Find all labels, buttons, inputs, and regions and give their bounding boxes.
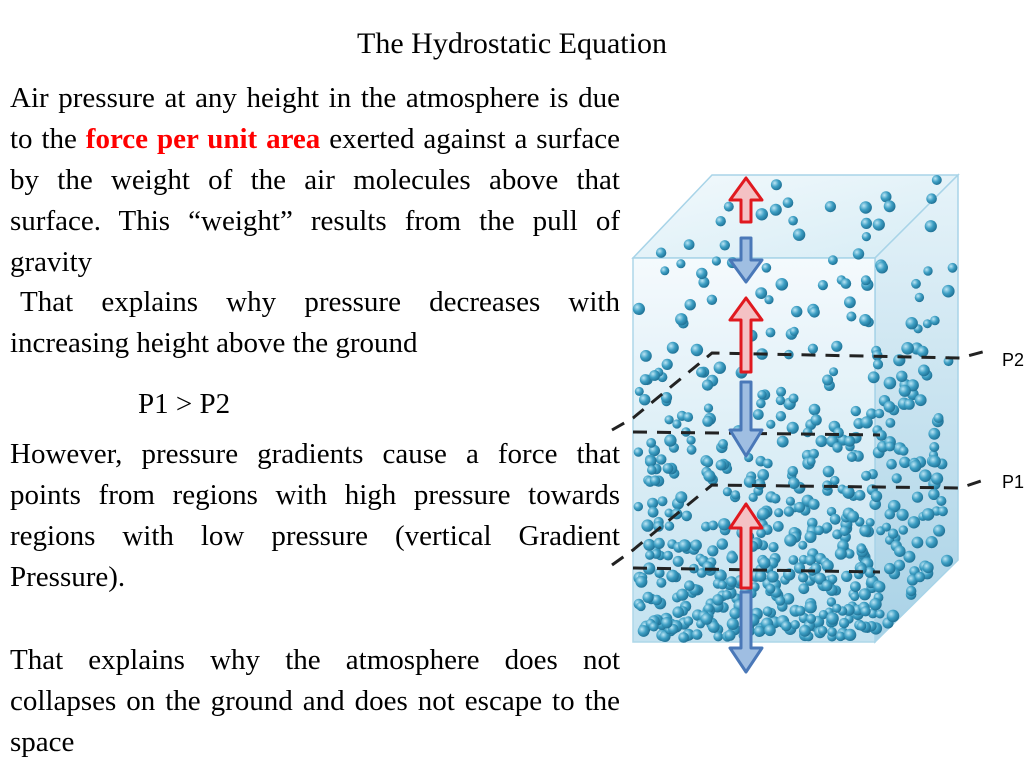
molecule <box>809 404 821 416</box>
molecule <box>818 280 828 290</box>
molecule <box>887 610 900 623</box>
molecule <box>923 266 932 275</box>
molecule <box>860 201 872 213</box>
molecule <box>793 229 805 241</box>
molecule <box>908 516 920 528</box>
molecule <box>912 537 924 549</box>
molecule <box>871 491 882 502</box>
molecule <box>635 576 647 588</box>
molecule <box>656 454 666 464</box>
molecule <box>901 342 914 355</box>
molecule <box>731 490 740 499</box>
molecule <box>925 220 937 232</box>
molecule <box>829 367 838 376</box>
molecule <box>906 586 916 596</box>
molecule <box>722 590 732 600</box>
molecule <box>869 598 881 610</box>
molecule <box>899 446 909 456</box>
molecule <box>776 396 785 405</box>
molecule <box>861 471 871 481</box>
molecule <box>771 179 782 190</box>
molecule <box>658 496 668 506</box>
molecule <box>938 506 948 516</box>
molecule <box>892 473 902 483</box>
molecule <box>656 578 666 588</box>
molecule <box>755 570 767 582</box>
molecule <box>704 404 713 413</box>
molecule <box>639 394 650 405</box>
p1-text-before: Air pressure at any height in the atmosphere is due to the <box>10 82 620 155</box>
molecule <box>647 465 657 475</box>
molecule <box>809 307 820 318</box>
molecule <box>886 459 897 470</box>
molecule <box>830 514 841 525</box>
molecule <box>844 629 856 641</box>
molecule <box>773 521 784 532</box>
molecule <box>933 525 945 537</box>
molecule <box>884 563 895 574</box>
molecule <box>859 314 871 326</box>
molecule <box>766 328 776 338</box>
p1-text-after: exerted against a surface by the weight of the air molecules above that surface. This “weight” results from the pull of gravity <box>10 123 620 278</box>
molecule <box>675 491 687 503</box>
molecule <box>805 531 817 543</box>
molecule <box>708 521 718 531</box>
molecule <box>648 507 659 518</box>
molecule <box>818 626 827 635</box>
molecule <box>923 562 934 573</box>
molecule <box>673 556 684 567</box>
molecule <box>861 416 873 428</box>
molecule <box>663 463 674 474</box>
molecule <box>756 208 768 220</box>
molecule <box>676 589 688 601</box>
molecule <box>678 632 689 643</box>
molecule <box>844 296 856 308</box>
molecule <box>702 561 713 572</box>
molecule <box>808 344 818 354</box>
molecule <box>787 422 799 434</box>
molecule <box>930 316 940 326</box>
molecule <box>650 475 660 485</box>
molecule <box>729 608 741 620</box>
molecule <box>885 442 895 452</box>
molecule <box>894 545 906 557</box>
molecule <box>781 621 792 632</box>
molecule <box>661 617 672 628</box>
molecule <box>703 470 715 482</box>
paragraph-pressure-gradient: However, pressure gradients cause a force that points from regions with high pressure towards regions with low pressure (vertical Gradient Pressure). <box>10 438 620 593</box>
molecule <box>926 536 938 548</box>
molecule <box>707 295 717 305</box>
molecule <box>749 493 758 502</box>
molecule <box>707 545 718 556</box>
molecule <box>712 594 723 605</box>
molecule <box>654 538 665 549</box>
molecule <box>649 622 658 631</box>
molecule <box>884 377 897 390</box>
molecule <box>942 285 955 298</box>
molecule <box>915 293 924 302</box>
molecule <box>776 411 786 421</box>
molecule <box>640 350 652 362</box>
molecule <box>859 588 871 600</box>
molecule <box>764 295 773 304</box>
molecule <box>803 427 813 437</box>
molecule <box>640 374 651 385</box>
molecule <box>850 592 859 601</box>
molecule <box>873 219 885 231</box>
molecule <box>766 420 775 429</box>
molecule <box>831 341 842 352</box>
molecule <box>788 216 798 226</box>
molecule <box>786 497 795 506</box>
molecule <box>726 576 737 587</box>
molecule <box>660 266 669 275</box>
molecule <box>684 616 694 626</box>
molecule <box>684 239 695 250</box>
molecule <box>675 313 687 325</box>
molecule <box>727 618 739 630</box>
molecule <box>918 365 930 377</box>
molecule <box>774 508 783 517</box>
molecule <box>928 428 940 440</box>
molecule <box>702 380 713 391</box>
molecule <box>633 303 645 315</box>
molecule <box>703 457 714 468</box>
molecule <box>696 268 707 279</box>
molecule <box>909 460 921 472</box>
molecule <box>911 279 921 289</box>
molecule <box>811 414 822 425</box>
molecule <box>776 387 786 397</box>
molecule <box>876 262 888 274</box>
molecule <box>884 200 896 212</box>
molecule <box>841 278 852 289</box>
molecule <box>690 540 702 552</box>
molecule <box>808 499 819 510</box>
molecule <box>861 275 871 285</box>
page-title: The Hydrostatic Equation <box>357 27 667 60</box>
molecule <box>874 581 886 593</box>
molecule <box>770 204 782 216</box>
molecule <box>664 434 676 446</box>
molecule <box>725 630 736 641</box>
molecule <box>777 436 789 448</box>
molecule <box>763 459 773 469</box>
molecule <box>634 447 643 456</box>
molecule <box>685 299 696 310</box>
molecule <box>855 490 866 501</box>
molecule <box>886 418 896 428</box>
label-p1: P1 <box>1002 472 1024 492</box>
molecule <box>861 606 871 616</box>
molecule <box>885 509 896 520</box>
molecule <box>762 263 772 273</box>
molecule <box>718 581 727 590</box>
molecule <box>665 415 674 424</box>
molecule <box>667 342 679 354</box>
molecule <box>897 509 909 521</box>
molecule <box>822 580 833 591</box>
molecule <box>795 606 805 616</box>
molecule <box>828 255 838 265</box>
molecule <box>771 494 781 504</box>
molecule <box>899 385 911 397</box>
molecule <box>876 610 885 619</box>
molecule <box>684 580 695 591</box>
molecule <box>873 359 883 369</box>
molecule <box>859 525 871 537</box>
molecule <box>904 399 915 410</box>
molecule <box>929 455 941 467</box>
molecule <box>906 317 918 329</box>
molecule <box>757 390 766 399</box>
molecule <box>784 534 797 547</box>
molecule <box>835 548 847 560</box>
molecule <box>846 312 856 322</box>
molecule <box>851 406 861 416</box>
molecule <box>634 502 643 511</box>
molecule <box>839 526 849 536</box>
molecule <box>756 528 766 538</box>
molecule <box>783 197 794 208</box>
molecule <box>857 621 866 630</box>
molecule <box>757 508 769 520</box>
paragraph-atmosphere-balance: That explains why the atmosphere does not collapses on the ground and does not escape to the space <box>10 644 620 758</box>
molecule <box>713 632 723 642</box>
molecule <box>645 551 654 560</box>
molecule <box>641 519 653 531</box>
molecule <box>850 581 861 592</box>
molecule <box>636 602 645 611</box>
molecule <box>683 412 693 422</box>
molecule <box>702 416 713 427</box>
molecule <box>767 571 779 583</box>
molecule <box>716 216 726 226</box>
molecule <box>696 367 707 378</box>
molecule <box>692 629 703 640</box>
molecule <box>806 614 816 624</box>
molecule <box>788 466 799 477</box>
label-p2: P2 <box>1002 350 1024 370</box>
molecule <box>853 248 864 259</box>
molecule <box>724 202 734 212</box>
molecule <box>726 552 738 564</box>
molecule <box>836 632 846 642</box>
molecule <box>714 362 726 374</box>
molecule <box>825 201 836 212</box>
molecule <box>794 502 805 513</box>
molecule <box>934 413 944 423</box>
molecule <box>790 327 799 336</box>
molecule <box>816 435 828 447</box>
molecule <box>926 193 937 204</box>
molecule <box>712 256 721 265</box>
molecule <box>931 473 943 485</box>
molecule <box>763 606 773 616</box>
molecule <box>857 545 866 554</box>
molecule <box>687 436 696 445</box>
molecule <box>922 508 935 521</box>
molecule <box>807 457 816 466</box>
molecule <box>718 439 728 449</box>
molecule <box>822 375 833 386</box>
paragraph-air-pressure <box>10 78 620 283</box>
molecule <box>823 466 835 478</box>
molecule <box>862 232 871 241</box>
molecule <box>915 394 927 406</box>
molecule <box>847 511 859 523</box>
molecule <box>665 521 675 531</box>
molecule <box>799 625 811 637</box>
molecule <box>899 525 908 534</box>
equation-p1-gt-p2: P1 > P2 <box>138 388 231 420</box>
molecule <box>899 457 910 468</box>
molecule <box>936 496 946 506</box>
molecule <box>868 371 880 383</box>
air-column-diagram <box>600 160 1024 680</box>
molecule <box>798 572 808 582</box>
molecule <box>948 263 958 273</box>
molecule <box>896 371 907 382</box>
molecule <box>839 618 849 628</box>
molecule <box>884 401 896 413</box>
molecule <box>805 601 817 613</box>
molecule <box>768 542 778 552</box>
molecule <box>912 492 923 503</box>
molecule <box>753 409 764 420</box>
molecule <box>649 370 660 381</box>
molecule <box>656 248 666 258</box>
molecule <box>717 538 728 549</box>
molecule <box>798 541 807 550</box>
molecule <box>661 392 672 403</box>
molecule <box>759 557 771 569</box>
molecule <box>691 344 703 356</box>
molecule <box>643 592 654 603</box>
molecule <box>701 613 713 625</box>
molecule <box>844 436 855 447</box>
molecule <box>814 526 824 536</box>
molecule <box>672 606 684 618</box>
molecule <box>932 175 942 185</box>
molecule <box>666 570 679 583</box>
molecule <box>826 612 839 625</box>
molecule <box>798 583 809 594</box>
paragraph-pressure-decrease: That explains why pressure decreases with increasing height above the ground <box>10 286 620 359</box>
molecule <box>662 359 673 370</box>
molecule <box>941 555 953 567</box>
molecule <box>929 442 939 452</box>
molecule <box>720 240 730 250</box>
molecule <box>791 306 802 317</box>
molecule <box>915 572 925 582</box>
molecule <box>663 551 673 561</box>
molecule <box>681 511 692 522</box>
p1-highlight: force per unit area <box>85 123 321 155</box>
molecule <box>827 627 837 637</box>
molecule <box>789 394 799 404</box>
molecule <box>676 259 685 268</box>
molecule <box>776 278 789 291</box>
molecule <box>847 452 857 462</box>
molecule <box>756 399 766 409</box>
molecule <box>643 539 655 551</box>
molecule <box>832 604 841 613</box>
molecule <box>646 438 656 448</box>
molecule <box>766 584 776 594</box>
molecule <box>718 518 730 530</box>
molecule <box>764 625 776 637</box>
molecule <box>832 442 842 452</box>
molecule <box>875 409 885 419</box>
molecule <box>716 460 727 471</box>
molecule <box>882 523 891 532</box>
molecule <box>917 346 928 357</box>
molecule <box>687 445 697 455</box>
molecule <box>861 218 872 229</box>
molecule <box>678 539 691 552</box>
molecule <box>791 620 800 629</box>
molecule <box>784 506 794 516</box>
molecule <box>672 419 681 428</box>
